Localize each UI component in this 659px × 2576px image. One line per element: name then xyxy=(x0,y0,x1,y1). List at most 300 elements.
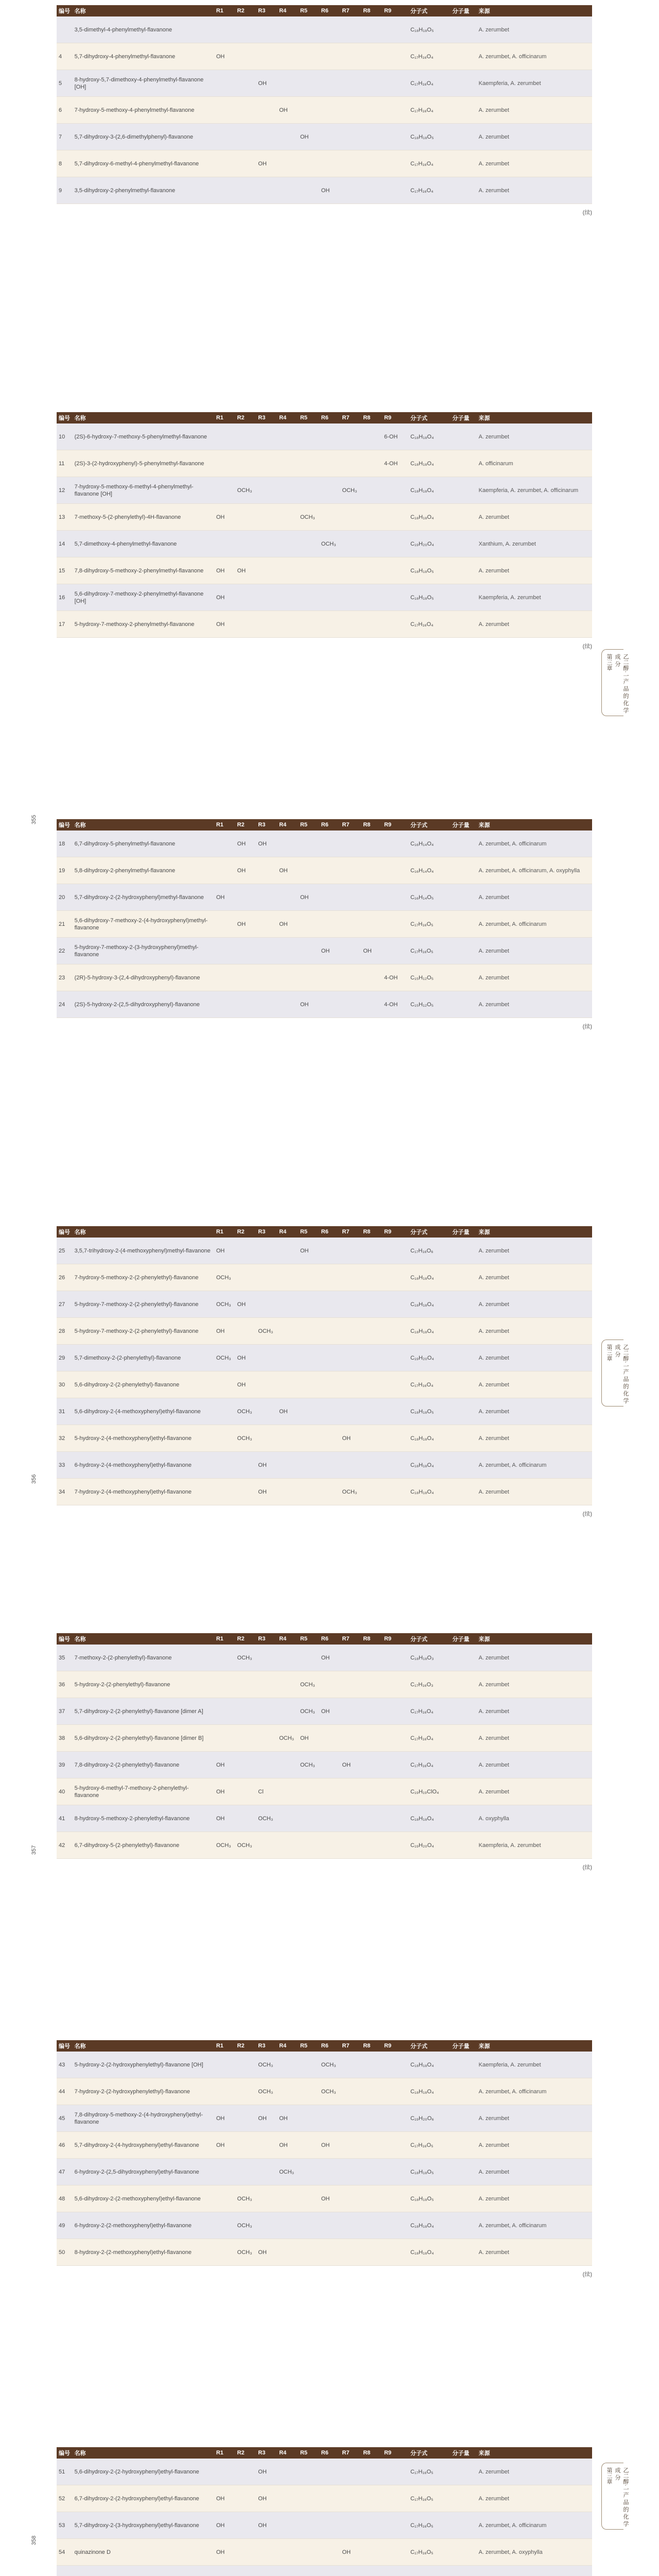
table-cell xyxy=(450,1345,477,1371)
table-cell xyxy=(361,1778,382,1805)
table-cell xyxy=(340,2105,361,2132)
table-row xyxy=(57,477,592,504)
table-cell xyxy=(319,911,340,938)
table-cell xyxy=(256,2539,277,2566)
table-cell xyxy=(382,1805,408,1832)
table-cell xyxy=(298,177,319,204)
table-row xyxy=(57,1318,592,1345)
continued-label: (续) xyxy=(582,1511,592,1517)
table-cell xyxy=(277,557,298,584)
table-cell xyxy=(319,1725,340,1752)
table-cell xyxy=(450,124,477,150)
compound-name: 5-hydroxy-7-methoxy-2-phenylmethyl-flavanone xyxy=(73,611,214,638)
compound-name: 7-hydroxy-5-methoxy-6-methyl-4-phenylmethyl-flavanone [OH] xyxy=(73,477,214,504)
column-header: 编号 xyxy=(57,1633,73,1645)
table-cell xyxy=(340,1345,361,1371)
table-cell xyxy=(214,16,235,43)
table-cell xyxy=(277,1671,298,1698)
table-cell xyxy=(256,991,277,1018)
table-cell xyxy=(361,1291,382,1318)
table-cell: OH xyxy=(319,2185,340,2212)
table-cell xyxy=(361,2212,382,2239)
table-cell xyxy=(214,477,235,504)
table-cell: C₁₈H₁₈O₄ xyxy=(408,504,450,531)
source-plant: A. zerumbet xyxy=(477,991,592,1018)
table-cell xyxy=(340,584,361,611)
column-header: R7 xyxy=(340,5,361,16)
source-plant: A. zerumbet xyxy=(477,1698,592,1725)
table-cell: 35 xyxy=(57,1645,73,1671)
chapter-tab-title: 第三章 xyxy=(606,2467,612,2484)
column-header: 来源 xyxy=(477,1633,592,1645)
column-header: 分子式 xyxy=(408,1633,450,1645)
table-cell xyxy=(298,1832,319,1859)
table-cell: 31 xyxy=(57,1398,73,1425)
table-cell xyxy=(382,2539,408,2566)
table-cell xyxy=(382,2485,408,2512)
table-cell xyxy=(361,2566,382,2576)
page-number-text: 355 xyxy=(31,815,37,824)
column-header: R4 xyxy=(277,2040,298,2052)
table-cell xyxy=(214,450,235,477)
table-cell xyxy=(450,16,477,43)
table-cell xyxy=(256,477,277,504)
table-cell xyxy=(319,2239,340,2266)
table-cell xyxy=(361,857,382,884)
table-cell xyxy=(361,1398,382,1425)
table-cell xyxy=(298,477,319,504)
table-cell: OCH₃ xyxy=(277,1725,298,1752)
table-cell xyxy=(361,2512,382,2539)
source-plant: A. zerumbet xyxy=(477,423,592,450)
table-cell: 12 xyxy=(57,477,73,504)
table-row xyxy=(57,1479,592,1505)
table-cell: C₁₉H₂₀O₆ xyxy=(408,2105,450,2132)
table-cell xyxy=(214,1425,235,1452)
column-header: R3 xyxy=(256,1633,277,1645)
column-header: R1 xyxy=(214,5,235,16)
source-plant: A. zerumbet xyxy=(477,150,592,177)
table-cell xyxy=(277,1698,298,1725)
table-cell: C₁₇H₁₆O₆ xyxy=(408,1238,450,1264)
table-header-row xyxy=(57,819,592,831)
table-cell xyxy=(340,2459,361,2485)
table-cell: 4-OH xyxy=(382,964,408,991)
table-cell: OH xyxy=(235,1371,256,1398)
table-cell: OCH₃ xyxy=(298,1698,319,1725)
column-header: R6 xyxy=(319,5,340,16)
column-header: 名称 xyxy=(73,1633,214,1645)
table-cell xyxy=(214,2078,235,2105)
table-cell xyxy=(361,1832,382,1859)
table-cell: 50 xyxy=(57,2239,73,2266)
table-cell xyxy=(298,2212,319,2239)
table-cell xyxy=(382,150,408,177)
table-header-row xyxy=(57,1633,592,1645)
table-cell xyxy=(277,177,298,204)
table-cell xyxy=(57,16,73,43)
column-header: 来源 xyxy=(477,2040,592,2052)
table-cell xyxy=(450,911,477,938)
table-cell: C₁₇H₁₆O₄ xyxy=(408,70,450,97)
table-cell: OH xyxy=(214,611,235,638)
table-header-row xyxy=(57,5,592,16)
column-header: R7 xyxy=(340,412,361,423)
compound-name: 5,7-dihydroxy-3-(2,6-dimethylphenyl)-flavanone xyxy=(73,124,214,150)
table-cell xyxy=(277,1479,298,1505)
column-header: R7 xyxy=(340,1226,361,1238)
table-cell xyxy=(277,2052,298,2078)
source-plant: A. zerumbet, A. officinarum, A. oxyphylla xyxy=(477,857,592,884)
table-cell xyxy=(298,857,319,884)
table-cell xyxy=(340,1698,361,1725)
table-cell: C₁₉H₂₀O₄ xyxy=(408,1832,450,1859)
table-cell xyxy=(319,1398,340,1425)
table-row xyxy=(57,1645,592,1671)
table-cell: C₁₈H₁₈O₄ xyxy=(408,450,450,477)
table-cell: OH xyxy=(256,2512,277,2539)
table-cell xyxy=(277,964,298,991)
table-cell xyxy=(256,43,277,70)
table-cell: OCH₃ xyxy=(319,2052,340,2078)
table-cell: C₁₉H₂₀O₄ xyxy=(408,1345,450,1371)
table-cell: OH xyxy=(214,557,235,584)
table-cell: OH xyxy=(298,124,319,150)
table-cell xyxy=(382,1832,408,1859)
table-cell xyxy=(235,2105,256,2132)
table-cell xyxy=(361,2485,382,2512)
table-cell xyxy=(340,2132,361,2159)
table-wrap xyxy=(57,412,592,638)
table-cell: C₁₇H₁₆O₅ xyxy=(408,2539,450,2566)
column-header: 编号 xyxy=(57,412,73,423)
compound-name: 5,7-dimethoxy-4-phenylmethyl-flavanone xyxy=(73,531,214,557)
table-cell xyxy=(382,1425,408,1452)
compound-name: 7-hydroxy-2-(2-hydroxyphenylethyl)-flavanone xyxy=(73,2078,214,2105)
continued-label: (续) xyxy=(582,1865,592,1871)
column-header: 分子量 xyxy=(450,5,477,16)
table-cell: 49 xyxy=(57,2212,73,2239)
table-cell xyxy=(361,1671,382,1698)
table-cell: OH xyxy=(361,938,382,964)
table-row xyxy=(57,2185,592,2212)
table-row xyxy=(57,423,592,450)
column-header: R5 xyxy=(298,1633,319,1645)
table-cell: C₁₇H₁₆O₅ xyxy=(408,2132,450,2159)
source-plant: Kaempferia, A. zerumbet xyxy=(477,584,592,611)
table-section xyxy=(0,2040,659,2447)
column-header: 名称 xyxy=(73,412,214,423)
data-table xyxy=(57,5,592,204)
compound-name: 6,7-dihydroxy-2-(2-hydroxyphenyl)ethyl-flavanone xyxy=(73,2485,214,2512)
table-cell xyxy=(235,884,256,911)
table-wrap xyxy=(57,2447,592,2576)
table-cell: 28 xyxy=(57,1318,73,1345)
table-cell: 30 xyxy=(57,1371,73,1398)
table-cell xyxy=(277,1238,298,1264)
table-cell xyxy=(340,43,361,70)
table-cell xyxy=(340,2052,361,2078)
table-cell: OH xyxy=(214,2539,235,2566)
table-cell xyxy=(340,423,361,450)
table-cell xyxy=(361,16,382,43)
table-section xyxy=(0,5,659,412)
table-cell: C₁₇H₁₆O₃ xyxy=(408,1671,450,1698)
table-row xyxy=(57,150,592,177)
table-row xyxy=(57,2459,592,2485)
table-cell xyxy=(277,1752,298,1778)
table-cell xyxy=(382,1778,408,1805)
table-cell xyxy=(256,1832,277,1859)
table-cell xyxy=(319,964,340,991)
table-cell xyxy=(256,97,277,124)
table-cell: OH xyxy=(256,2485,277,2512)
table-cell xyxy=(256,1671,277,1698)
table-cell: 27 xyxy=(57,1291,73,1318)
table-cell xyxy=(450,884,477,911)
source-plant: A. officinarum xyxy=(477,450,592,477)
column-header: R3 xyxy=(256,819,277,831)
table-cell: C₁₇H₁₆O₅ xyxy=(408,938,450,964)
compound-name: 5-hydroxy-7-methoxy-2-(3-hydroxyphenyl)methyl-flavanone xyxy=(73,938,214,964)
table-cell: C₁₉H₂₀O₄ xyxy=(408,531,450,557)
table-row xyxy=(57,831,592,857)
column-header: R5 xyxy=(298,1226,319,1238)
table-cell xyxy=(450,1698,477,1725)
table-cell xyxy=(319,43,340,70)
table-cell xyxy=(235,2566,256,2576)
table-cell xyxy=(340,2078,361,2105)
table-cell: C₁₅H₁₂O₅ xyxy=(408,991,450,1018)
table-cell xyxy=(256,2185,277,2212)
table-cell xyxy=(235,124,256,150)
table-cell xyxy=(340,2212,361,2239)
table-cell: 36 xyxy=(57,1671,73,1698)
data-table xyxy=(57,1226,592,1505)
source-plant: A. zerumbet xyxy=(477,1479,592,1505)
table-row xyxy=(57,450,592,477)
table-cell xyxy=(319,124,340,150)
table-cell: OH xyxy=(298,884,319,911)
column-header: R6 xyxy=(319,2040,340,2052)
column-header: R4 xyxy=(277,819,298,831)
table-cell: OH xyxy=(298,1238,319,1264)
source-plant: A. zerumbet, A. officinarum xyxy=(477,2512,592,2539)
table-cell xyxy=(214,964,235,991)
table-cell xyxy=(382,831,408,857)
table-cell xyxy=(319,2212,340,2239)
table-cell xyxy=(361,1752,382,1778)
table-cell: C₁₈H₁₈O₄ xyxy=(408,1318,450,1345)
column-header: 分子式 xyxy=(408,2040,450,2052)
table-cell xyxy=(214,177,235,204)
source-plant: A. zerumbet xyxy=(477,504,592,531)
table-cell: OCH₃ xyxy=(235,1832,256,1859)
table-cell xyxy=(450,584,477,611)
table-cell xyxy=(235,584,256,611)
table-cell: C₁₈H₁₈O₅ xyxy=(408,2185,450,2212)
table-cell xyxy=(256,1291,277,1318)
source-plant: A. zerumbet xyxy=(477,1318,592,1345)
table-cell xyxy=(450,1398,477,1425)
column-header: R8 xyxy=(361,5,382,16)
table-cell: 32 xyxy=(57,1425,73,1452)
table-wrap xyxy=(57,819,592,1018)
table-cell xyxy=(298,2512,319,2539)
table-cell: OH xyxy=(340,1425,361,1452)
compound-name: 5,6-dihydroxy-2-(2-phenylethyl)-flavanone xyxy=(73,1371,214,1398)
table-cell xyxy=(340,1398,361,1425)
table-cell: OH xyxy=(214,43,235,70)
table-cell: 7 xyxy=(57,124,73,150)
table-cell xyxy=(319,150,340,177)
table-cell xyxy=(256,531,277,557)
table-cell xyxy=(319,584,340,611)
table-cell xyxy=(450,2052,477,2078)
table-cell xyxy=(382,504,408,531)
table-cell xyxy=(298,2185,319,2212)
table-cell: OH xyxy=(235,557,256,584)
compound-name: 5-hydroxy-2-(2-hydroxyphenylethyl)-flavanone [OH] xyxy=(73,2052,214,2078)
column-header: R9 xyxy=(382,1633,408,1645)
table-cell xyxy=(450,991,477,1018)
table-cell xyxy=(361,911,382,938)
table-cell xyxy=(382,531,408,557)
table-cell xyxy=(235,16,256,43)
table-cell xyxy=(298,2485,319,2512)
table-cell xyxy=(214,124,235,150)
table-cell: C₁₈H₁₈O₄ xyxy=(408,1452,450,1479)
table-header-row xyxy=(57,1226,592,1238)
table-cell xyxy=(450,938,477,964)
table-cell: OH xyxy=(214,1238,235,1264)
table-cell xyxy=(340,177,361,204)
table-cell: 13 xyxy=(57,504,73,531)
table-cell xyxy=(256,2159,277,2185)
table-cell xyxy=(382,2185,408,2212)
source-plant: A. zerumbet xyxy=(477,611,592,638)
table-cell xyxy=(361,884,382,911)
table-cell: 6 xyxy=(57,97,73,124)
table-cell: C₁₈H₁₈O₄ xyxy=(408,1805,450,1832)
table-header-row xyxy=(57,2040,592,2052)
table-cell: 26 xyxy=(57,1264,73,1291)
table-cell: C₁₇H₁₆O₄ xyxy=(408,611,450,638)
source-plant: Xanthium, A. zerumbet xyxy=(477,531,592,557)
table-row xyxy=(57,1345,592,1371)
table-row xyxy=(57,884,592,911)
table-cell xyxy=(256,2212,277,2239)
source-plant: A. zerumbet xyxy=(477,124,592,150)
table-cell xyxy=(361,1805,382,1832)
column-header: R4 xyxy=(277,2447,298,2459)
table-cell xyxy=(319,1238,340,1264)
table-cell xyxy=(214,423,235,450)
compound-name: 6-hydroxy-2-(4-methoxyphenyl)ethyl-flavanone xyxy=(73,1452,214,1479)
table-cell xyxy=(340,97,361,124)
table-cell: OH xyxy=(235,1291,256,1318)
table-cell xyxy=(277,2485,298,2512)
table-cell: C₁₇H₁₆O₄ xyxy=(408,150,450,177)
table-cell xyxy=(450,450,477,477)
table-cell: OH xyxy=(214,1778,235,1805)
table-cell xyxy=(298,831,319,857)
table-cell: OCH₃ xyxy=(235,477,256,504)
table-cell xyxy=(235,2459,256,2485)
table-cell xyxy=(382,124,408,150)
page-number-text: 357 xyxy=(31,1845,37,1855)
table-cell xyxy=(382,1264,408,1291)
table-cell: OCH₃ xyxy=(256,2078,277,2105)
table-cell xyxy=(214,1645,235,1671)
table-cell: OCH₃ xyxy=(298,1671,319,1698)
column-header: R8 xyxy=(361,2447,382,2459)
table-cell: 21 xyxy=(57,911,73,938)
column-header: 来源 xyxy=(477,819,592,831)
compound-name: 5-hydroxy-7-methoxy-2-(2-phenylethyl)-flavanone xyxy=(73,1291,214,1318)
compound-name: 7-methoxy-2-(2-phenylethyl)-flavanone xyxy=(73,1645,214,1671)
source-plant: A. zerumbet xyxy=(477,1645,592,1671)
table-cell: OH xyxy=(235,911,256,938)
column-header: R4 xyxy=(277,412,298,423)
table-cell: C₁₇H₁₆O₄ xyxy=(408,1371,450,1398)
table-cell: C₁₈H₁₈O₄ xyxy=(408,2052,450,2078)
table-cell xyxy=(361,2159,382,2185)
table-cell xyxy=(277,2459,298,2485)
table-cell xyxy=(277,1371,298,1398)
table-row xyxy=(57,97,592,124)
table-cell xyxy=(235,97,256,124)
table-row xyxy=(57,2078,592,2105)
table-cell: OCH₃ xyxy=(235,2212,256,2239)
table-cell xyxy=(450,2159,477,2185)
column-header: R1 xyxy=(214,2447,235,2459)
table-cell xyxy=(256,1645,277,1671)
table-cell: OH xyxy=(214,1752,235,1778)
table-cell xyxy=(340,611,361,638)
table-cell: OH xyxy=(214,2485,235,2512)
table-cell: C₁₈H₁₈O₄ xyxy=(408,1425,450,1452)
table-cell xyxy=(214,831,235,857)
table-row xyxy=(57,70,592,97)
table-cell xyxy=(319,70,340,97)
table-row xyxy=(57,1291,592,1318)
source-plant: A. zerumbet xyxy=(477,1398,592,1425)
table-cell xyxy=(256,423,277,450)
table-cell: OCH₃ xyxy=(214,1345,235,1371)
table-cell xyxy=(298,1645,319,1671)
table-cell xyxy=(214,2212,235,2239)
table-cell xyxy=(361,964,382,991)
table-row xyxy=(57,1671,592,1698)
table-cell: OH xyxy=(319,177,340,204)
table-cell xyxy=(319,2459,340,2485)
table-cell xyxy=(298,1452,319,1479)
compound-name: 5,6-dihydroxy-7-methoxy-2-phenylmethyl-flavanone [OH] xyxy=(73,584,214,611)
table-cell xyxy=(361,70,382,97)
table-section xyxy=(0,1226,659,1633)
table-cell xyxy=(340,124,361,150)
table-row xyxy=(57,938,592,964)
table-cell xyxy=(450,1452,477,1479)
table-cell xyxy=(340,557,361,584)
compound-name: (2S)-3-(2-hydroxyphenyl)-5-phenylmethyl-flavanone xyxy=(73,450,214,477)
table-cell xyxy=(361,423,382,450)
data-table xyxy=(57,819,592,1018)
table-cell xyxy=(319,1479,340,1505)
table-cell xyxy=(382,1398,408,1425)
table-cell xyxy=(382,2132,408,2159)
